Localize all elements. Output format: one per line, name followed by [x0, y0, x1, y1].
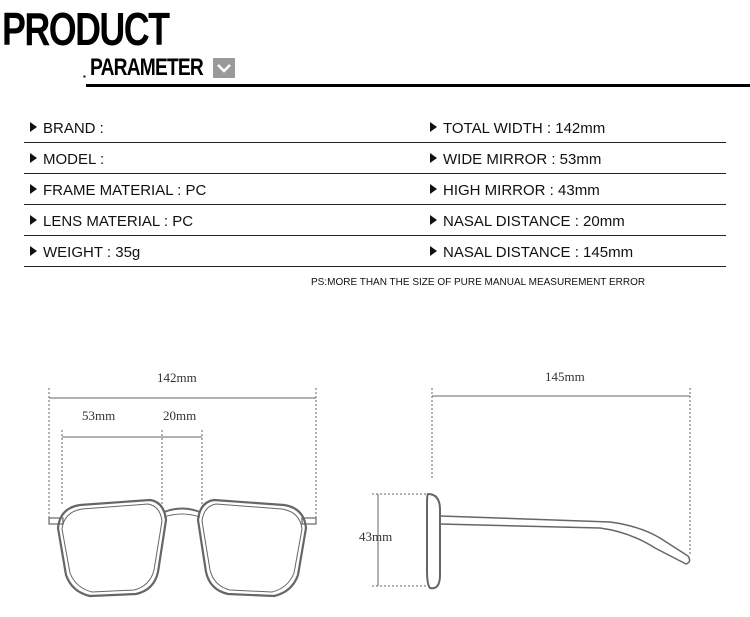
- dim-front-lens: 53mm: [82, 408, 116, 423]
- dim-front-bridge: 20mm: [163, 408, 197, 423]
- spec-label: NASAL DISTANCE :: [443, 213, 579, 230]
- side-view: [372, 388, 690, 588]
- dim-side-height: 43mm: [359, 529, 393, 544]
- spec-label: NASAL DISTANCE :: [443, 244, 579, 261]
- page-subtitle: PARAMETER: [90, 54, 203, 81]
- dot-decoration: ▪: [83, 72, 86, 81]
- dim-side-temple: 145mm: [545, 369, 585, 384]
- spec-value: 43mm: [558, 182, 600, 199]
- spec-label: FRAME MATERIAL :: [43, 182, 182, 199]
- spec-value: PC: [172, 213, 194, 230]
- dim-front-total: 142mm: [157, 370, 197, 385]
- spec-value: 145mm: [583, 244, 634, 261]
- spec-value: 53mm: [559, 151, 602, 168]
- page-title: PRODUCT: [2, 3, 169, 55]
- spec-value: PC: [185, 182, 207, 199]
- spec-label: WIDE MIRROR :: [443, 151, 556, 168]
- spec-label: BRAND :: [43, 120, 104, 137]
- spec-label: TOTAL WIDTH :: [443, 120, 552, 137]
- spec-label: WEIGHT :: [43, 244, 112, 261]
- spec-label: LENS MATERIAL :: [43, 213, 169, 230]
- spec-label: MODEL :: [43, 151, 105, 168]
- spec-value: 35g: [115, 244, 141, 261]
- spec-value: 142mm: [555, 120, 606, 137]
- spec-value: 20mm: [583, 213, 625, 230]
- measurement-note: PS:MORE THAN THE SIZE OF PURE MANUAL MEASUREMENT ERROR: [311, 277, 646, 288]
- spec-label: HIGH MIRROR :: [443, 182, 554, 199]
